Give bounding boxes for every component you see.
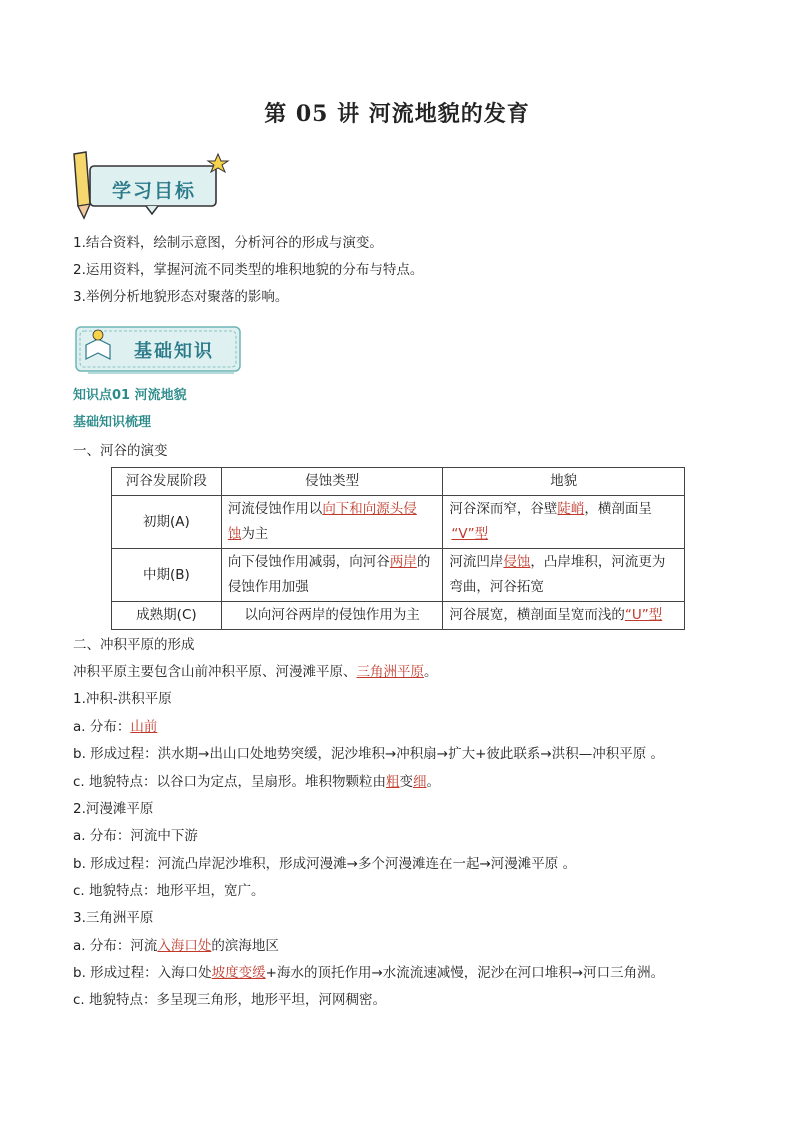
erosion-cell: 向下侵蚀作用减弱，向河谷两岸的 侵蚀作用加强 <box>221 549 443 602</box>
table-header-cell: 河谷发展阶段 <box>112 468 222 496</box>
subsection-1-heading: 1.冲积-洪积平原 <box>73 691 172 707</box>
table-row <box>112 549 685 602</box>
stage-cell: 初期(A) <box>112 496 222 549</box>
learning-goals-badge <box>68 148 233 220</box>
distribution-line: a. 分布：山前 <box>73 719 158 735</box>
formation-line: b. 形成过程：洪水期→出山口处地势突缓，泥沙堆积→冲积扇→扩大+彼此联系→洪积—冲积平原 。 <box>73 746 664 762</box>
table-header-cell: 侵蚀类型 <box>221 468 443 496</box>
section-1-heading: 一、河谷的演变 <box>73 443 168 459</box>
river-valley-table <box>111 467 685 630</box>
learning-goals-label: 学习目标 <box>112 180 197 202</box>
knowledge-point-title: 知识点01 河流地貌 <box>73 388 187 403</box>
section-2-heading: 二、冲积平原的形成 <box>73 637 195 653</box>
table-row <box>112 496 685 549</box>
formation-line: b. 形成过程：入海口处坡度变缓+海水的顶托作用→水流流速减慢，泥沙在河口堆积→河口三角洲。 <box>73 965 665 981</box>
subsection-2-heading: 2.河漫滩平原 <box>73 801 154 817</box>
knowledge-point-subtitle: 基础知识梳理 <box>73 415 152 430</box>
stage-cell: 中期(B) <box>112 549 222 602</box>
landform-cell: 河谷深而窄，谷壁陡峭，横剖面呈 “V”型 <box>443 496 685 549</box>
distribution-line: a. 分布：河流入海口处的滨海地区 <box>73 938 279 954</box>
basic-knowledge-badge <box>74 323 244 377</box>
basic-knowledge-label: 基础知识 <box>134 341 214 362</box>
erosion-cell: 以向河谷两岸的侵蚀作用为主 <box>221 602 443 630</box>
landform-cell: 河谷展宽，横剖面呈宽而浅的“U”型 <box>443 602 685 630</box>
landform-cell: 河流凹岸侵蚀，凸岸堆积，河流更为 弯曲，河谷拓宽 <box>443 549 685 602</box>
goal-3: 3.举例分析地貌形态对聚落的影响。 <box>73 289 289 305</box>
table-header-cell: 地貌 <box>443 468 685 496</box>
intro-paragraph: 冲积平原主要包含山前冲积平原、河漫滩平原、三角洲平原。 <box>73 664 438 680</box>
subsection-3-heading: 3.三角洲平原 <box>73 910 154 926</box>
formation-line: b. 形成过程：河流凸岸泥沙堆积，形成河漫滩→多个河漫滩连在一起→河漫滩平原 。 <box>73 856 577 872</box>
feature-line: c. 地貌特点：以谷口为定点，呈扇形。堆积物颗粒由粗变细。 <box>73 774 441 790</box>
table-header-row <box>112 468 685 496</box>
stage-cell: 成熟期(C) <box>112 602 222 630</box>
table-row <box>112 602 685 630</box>
page-title: 第 05 讲 河流地貌的发育 <box>264 101 530 127</box>
goal-2: 2.运用资料，掌握河流不同类型的堆积地貌的分布与特点。 <box>73 262 424 278</box>
goal-1: 1.结合资料，绘制示意图，分析河谷的形成与演变。 <box>73 235 383 251</box>
distribution-line: a. 分布：河流中下游 <box>73 828 198 844</box>
feature-line: c. 地貌特点：地形平坦，宽广。 <box>73 883 265 899</box>
erosion-cell: 河流侵蚀作用以向下和向源头侵 蚀为主 <box>221 496 443 549</box>
feature-line: c. 地貌特点：多呈现三角形，地形平坦，河网稠密。 <box>73 992 387 1008</box>
